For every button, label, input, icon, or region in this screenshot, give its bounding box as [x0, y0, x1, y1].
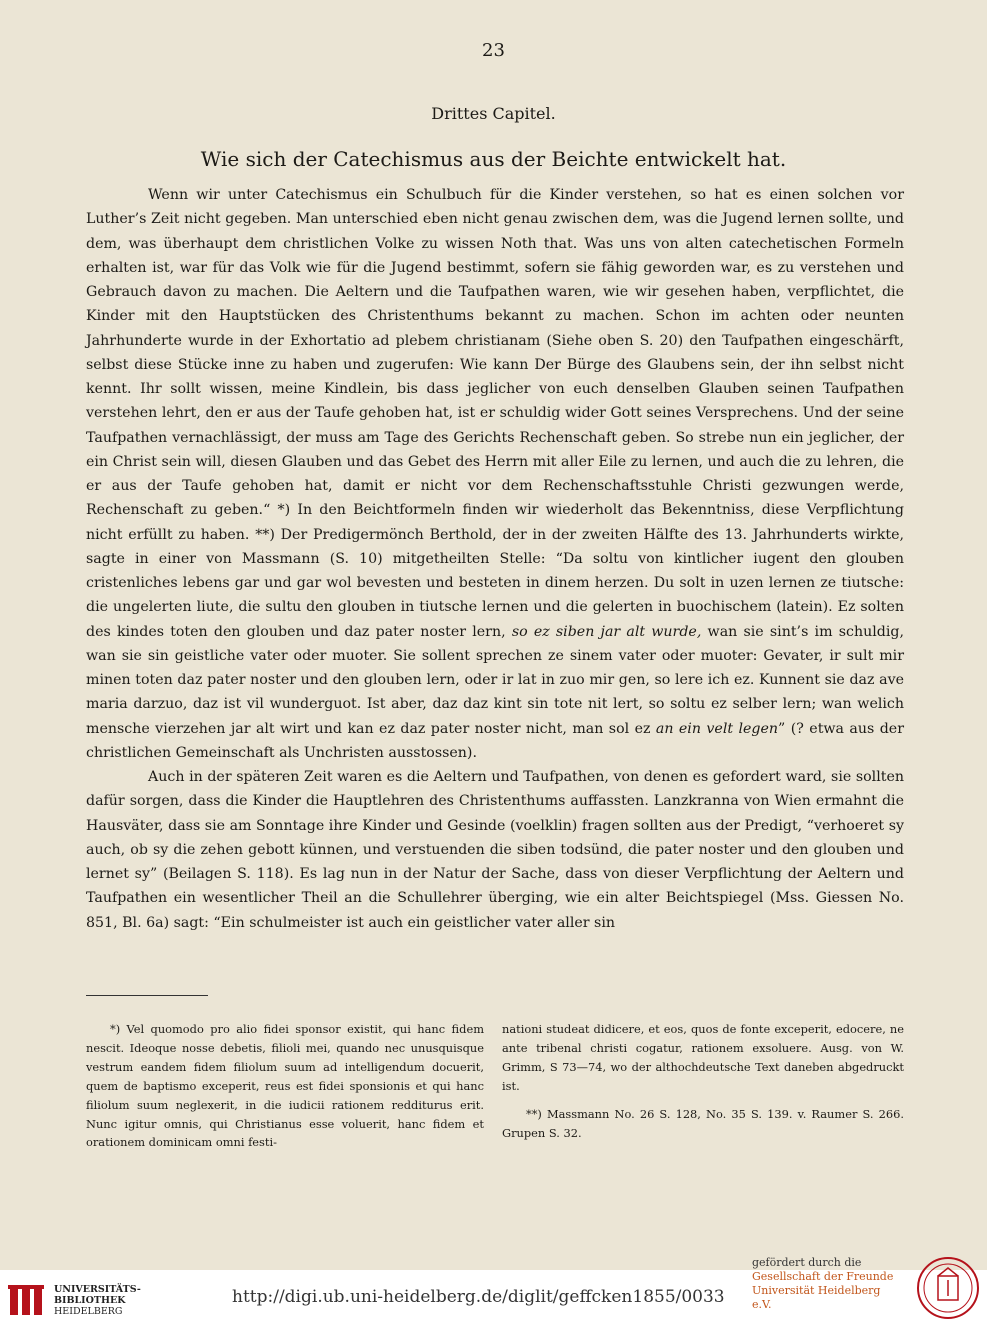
footnote-column-left [86, 1020, 484, 1152]
university-seal-icon [916, 1256, 980, 1320]
sponsor-line3: Universität Heidelberg e.V. [752, 1284, 881, 1311]
footnote-1-continued: nationi studeat didicere, et eos, quos de fonte exceperit, edocere, ne ante tribenal christi cogatur, rationem exsoluere. Ausg. von W. Grimm, S 73—74, wo der althochdeutsche Text daneben abgedruckt ist. [502, 1022, 904, 1093]
permalink-url[interactable]: http://digi.ub.uni-heidelberg.de/diglit/geffcken1855/0033 [232, 1287, 725, 1307]
sponsor-line1: gefördert durch die [752, 1256, 862, 1269]
body-text [86, 183, 904, 935]
footnote-1: *) Vel quomodo pro alio fidei sponsor existit, qui hanc fidem nescit. Ideoque nosse debetis, filioli mei, quando nec unusquisque vestrum eandem fidem filiolum suum ad intelligendum docuerit, quem de baptismo exceperit, reus est fidei sponsionis et qui hanc filiolum suum neglexerit, in die iudicii rationem redditurus erit. Nunc igitur omnis, qui Christianus esse voluerit, hanc fidem et orationem dominicam omni festi- [86, 1022, 484, 1150]
paragraph-1-text-b: wan sie sint’s im schuldig, wan sie sin geistliche vater oder muoter. Sie sollent sprechen ze sinem vater oder muoter: Gevater, ir sult mir minen toten daz pater noster und den glouben lern, oder ir lat in zuo mir gen, so lere ich ez. Kunnent sie daz ave maria darzuo, daz ist vil wunderguot. Ist aber, daz daz kint sin tote nit lert, so soltu ez selber lern; wan welich mensche vierzehen jar alt wirt und kan ez daz pater noster nicht, man sol ez [86, 623, 904, 737]
footnote-rule [86, 995, 208, 996]
library-name-line1: UNIVERSITÄTS- [54, 1284, 141, 1295]
library-logo-icon[interactable] [8, 1283, 48, 1317]
sponsor-credit[interactable] [752, 1256, 902, 1312]
library-name-line2: BIBLIOTHEK [54, 1295, 126, 1306]
paragraph-1 [86, 183, 904, 765]
chapter-heading: Drittes Capitel. [431, 104, 556, 123]
library-name[interactable] [54, 1284, 141, 1317]
paragraph-2: Auch in der späteren Zeit waren es die Aeltern und Taufpathen, von denen es gefordert ward, sie sollten dafür sorgen, dass die Kinder die Hauptlehren des Christenthums auffassten. Lanzkranna von Wien ermahnt die Hausväter, dass sie am Sonntage ihre Kinder und Gesinde (voelklin) fragen sollten aus der Predigt, “verhoeret sy auch, ob sy die zehen gebott künnen, und verstuenden die siben todsünd, die pater noster und den glouben und lernet sy” (Beilagen S. 118). Es lag nun in der Natur der Sache, dass von dieser Verpflichtung der Aeltern und Taufpathen ein wesentlicher Theil an die Schullehrer überging, wie ein alter Beichtspiegel (Mss. Giessen No. 851, Bl. 6a) sagt: “Ein schulmeister ist auch ein geistlicher vater aller sin [86, 769, 904, 931]
footnote-2: **) Massmann No. 26 S. 128, No. 35 S. 139. v. Raumer S. 266. Grupen S. 32. [502, 1106, 904, 1140]
paragraph-1-text-a: Wenn wir unter Catechismus ein Schulbuch für die Kinder verstehen, so hat es einen solchen vor Luther’s Zeit nicht gegeben. Man unterschied eben nicht genau zwischen dem, was die Jugend lernen sollte, und dem, was überhaupt dem christlichen Volke zu wissen Noth that. Was uns von alten catechetischen Formeln erhalten ist, war für das Volk wie für die Jugend bestimmt, sofern sie fähig geworden war, es zu verstehen und Gebrauch davon zu machen. Die Aeltern und die Taufpathen waren, wie wir gesehen haben, verpflichtet, die Kinder mit den Hauptstücken des Christenthums bekannt zu machen. Schon im achten oder neunten Jahrhunderte wurde in der Exhortatio ad plebem christianam (Siehe oben S. 20) den Taufpathen eingeschärft, selbst diese Stücke inne zu haben und zugerufen: Wie kann Der Bürge des Glaubens sein, der ihn selbst nicht kennt. Ihr sollt wissen, meine Kindlein, bis dass jeglicher von euch denselben Glauben seinen Taufpathen verstehen lehrt, den er aus der Taufe gehoben hat, ist er schuldig wider Gott seines Versprechens. Und der seine Taufpathen vernachlässigt, der muss am Tage des Gerichts Rechenschaft geben. So strebe nun ein jeglicher, der ein Christ sein will, diesen Glauben und das Gebet des Herrn mit aller Eile zu lernen, und auch die zu lehren, die er aus der Taufe gehoben hat, damit er nicht vor dem Rechenschaftsstuhle Christi gezwungen werde, Rechenschaft zu geben.“ *) In den Beichtformeln finden wir wiederholt das Bekenntniss, diese Verpflichtung nicht erfüllt zu haben. **) Der Predigermönch Berthold, der in der zweiten Hälfte des 13. Jahrhunderts wirkte, sagte in einer von Massmann (S. 10) mitgetheilten Stelle: “Da soltu von kintlicher iugent den glouben cristenliches lebens gar und gar wol bevesten und besteten in dinem herzen. Du solt in uzen lernen ze tiutsche: die ungelerten liute, die sultu den glouben in tiutsche lernen und die gelerten in buochischem (latein). Ez solten des kindes toten den glouben und daz pater noster lern, [86, 187, 904, 640]
paragraph-1-italic-a: so ez siben jar alt wurde, [511, 623, 702, 640]
paragraph-1-italic-b: an ein velt legen [655, 720, 779, 737]
page-number: 23 [482, 40, 505, 61]
library-name-line3: HEIDELBERG [54, 1306, 123, 1317]
chapter-title: Wie sich der Catechismus aus der Beichte entwickelt hat. [200, 147, 787, 171]
paragraph-1-text-c: ” (? etwa aus der christlichen Gemeinschaft als Unchristen ausstossen). [86, 720, 904, 761]
sponsor-line2: Gesellschaft der Freunde [752, 1270, 894, 1283]
footnote-column-right [502, 1020, 904, 1142]
